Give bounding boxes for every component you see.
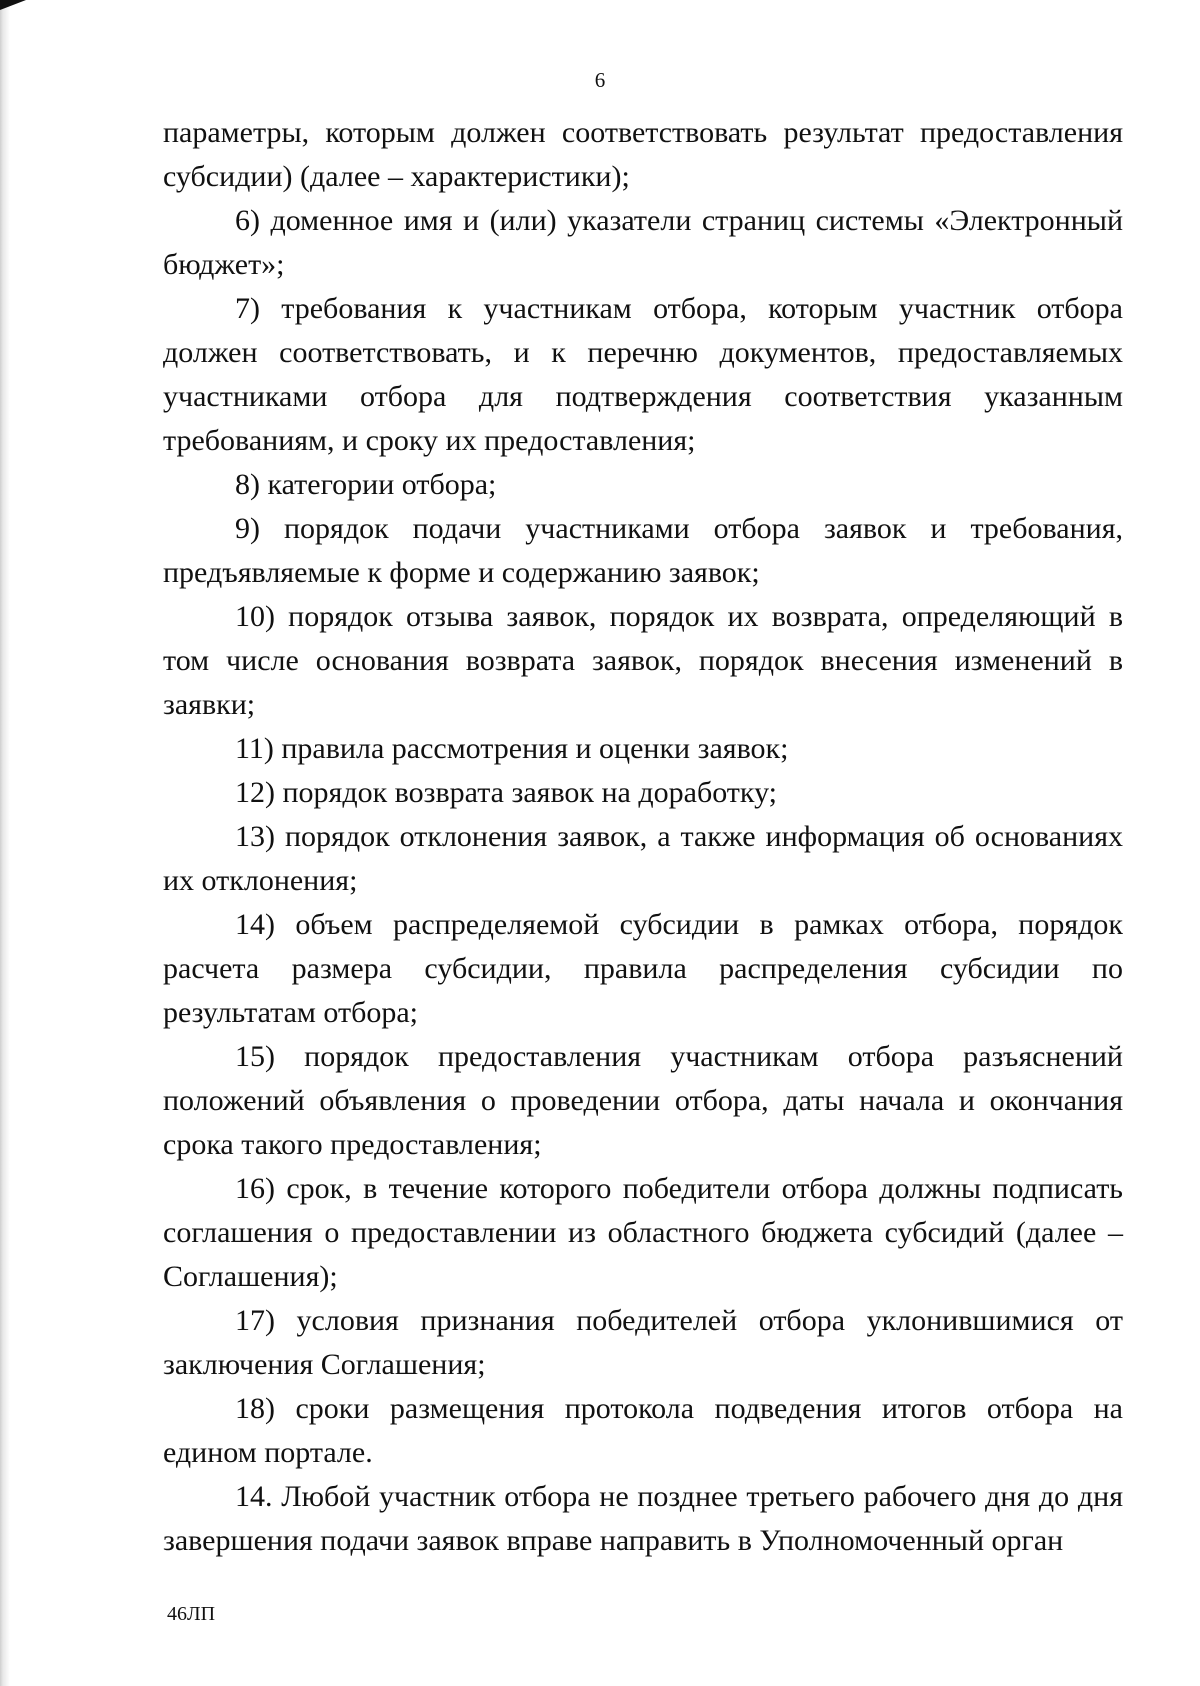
paragraph-continuation: параметры, которым должен соответствовать результат предоставления субсидии) (далее – характеристики);: [163, 116, 1123, 193]
list-item-14: 14) объем распределяемой субсидии в рамках отбора, порядок расчета размера субсидии, правила распределения субсидии по результатам отбора;: [163, 908, 1123, 1029]
list-item-11: 11) правила рассмотрения и оценки заявок;: [235, 732, 789, 765]
list-item-8: 8) категории отбора;: [235, 468, 497, 501]
corner-mark: [0, 0, 26, 10]
scan-edge: [0, 0, 10, 1686]
clause-14: 14. Любой участник отбора не позднее третьего рабочего дня до дня завершения подачи заявок вправе направить в Уполномоченный орган: [163, 1480, 1123, 1557]
list-item-13: 13) порядок отклонения заявок, а также информация об основаниях их отклонения;: [163, 820, 1123, 897]
document-code: 46ЛП: [167, 1603, 216, 1625]
list-item-10: 10) порядок отзыва заявок, порядок их возврата, определяющий в том числе основания возврата заявок, порядок внесения изменений в заявки;: [163, 600, 1123, 721]
list-item-12: 12) порядок возврата заявок на доработку;: [235, 776, 778, 809]
list-item-18: 18) сроки размещения протокола подведения итогов отбора на едином портале.: [163, 1392, 1123, 1469]
list-item-7: 7) требования к участникам отбора, которым участник отбора должен соответствовать, и к перечню документов, предоставляемых участниками отбора для подтверждения соответствия указанным требованиям, и сроку их предоставления;: [163, 292, 1123, 457]
list-item-6: 6) доменное имя и (или) указатели страниц системы «Электронный бюджет»;: [163, 204, 1123, 281]
list-item-15: 15) порядок предоставления участникам отбора разъяснений положений объявления о проведении отбора, даты начала и окончания срока такого предоставления;: [163, 1040, 1123, 1161]
list-item-9: 9) порядок подачи участниками отбора заявок и требования, предъявляемые к форме и содержанию заявок;: [163, 512, 1123, 589]
list-item-17: 17) условия признания победителей отбора уклонившимися от заключения Соглашения;: [163, 1304, 1123, 1381]
page-number: 6: [594, 68, 606, 92]
list-item-16: 16) срок, в течение которого победители отбора должны подписать соглашения о предоставлении из областного бюджета субсидий (далее – Соглашения);: [163, 1172, 1123, 1293]
document-body: [163, 111, 1123, 1563]
